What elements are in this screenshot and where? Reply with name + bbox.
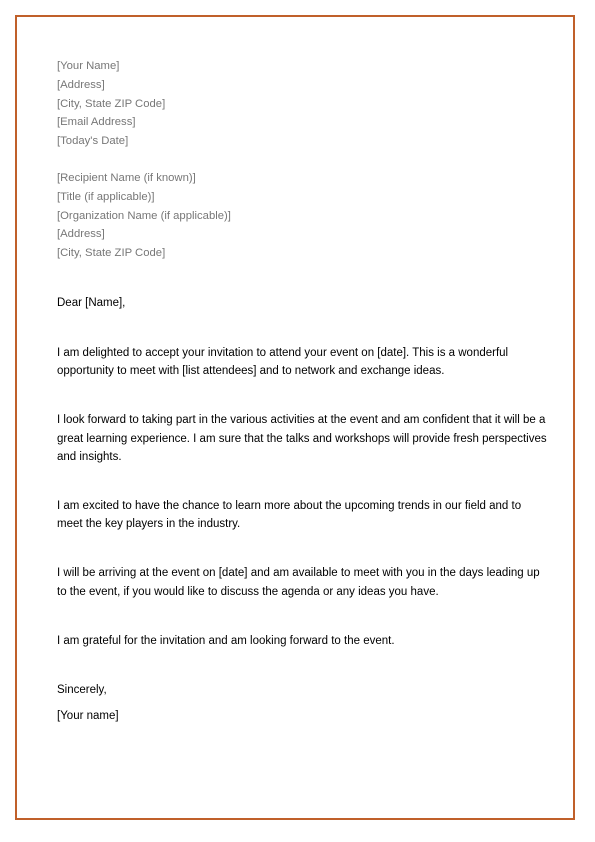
recipient-organization: [Organization Name (if applicable)] [57, 209, 231, 222]
recipient-address: [Address] [57, 228, 105, 241]
paragraph-gratitude: I am grateful for the invitation and am looking forward to the event. [57, 634, 395, 647]
sender-date: [Today's Date] [57, 135, 129, 148]
recipient-city-state-zip: [City, State ZIP Code] [57, 247, 166, 260]
paragraph-trends: I am excited to have the chance to learn more about the upcoming trends in our field and to meet the key players in the industry. [57, 499, 522, 531]
paragraph-arrival: I will be arriving at the event on [date] and am available to meet with you in the days leading up to the event, if you would like to discuss the agenda or any ideas you have. [57, 567, 540, 598]
sender-name: [Your Name] [57, 60, 120, 72]
signature: [Your name] [57, 710, 119, 722]
closing: Sincerely, [57, 684, 107, 696]
sender-address: [Address] [57, 78, 105, 91]
recipient-block [57, 169, 547, 263]
sender-email: [Email Address] [57, 116, 136, 129]
recipient-title: [Title (if applicable)] [57, 190, 155, 203]
sender-city-state-zip: [City, State ZIP Code] [57, 97, 166, 110]
salutation: Dear [Name], [57, 296, 126, 309]
paragraph-acceptance: I am delighted to accept your invitation to attend your event on [date]. This is a wonderful opportunity to meet with [list attendees] and to network and exchange ideas. [57, 346, 509, 378]
paragraph-activities: I look forward to taking part in the various activities at the event and am confident that it will be a great learning experience. I am sure that the talks and workshops will provide fresh perspectives and insights. [57, 414, 547, 463]
letter-body [57, 57, 547, 725]
recipient-name: [Recipient Name (if known)] [57, 171, 196, 184]
sender-block [57, 57, 547, 151]
